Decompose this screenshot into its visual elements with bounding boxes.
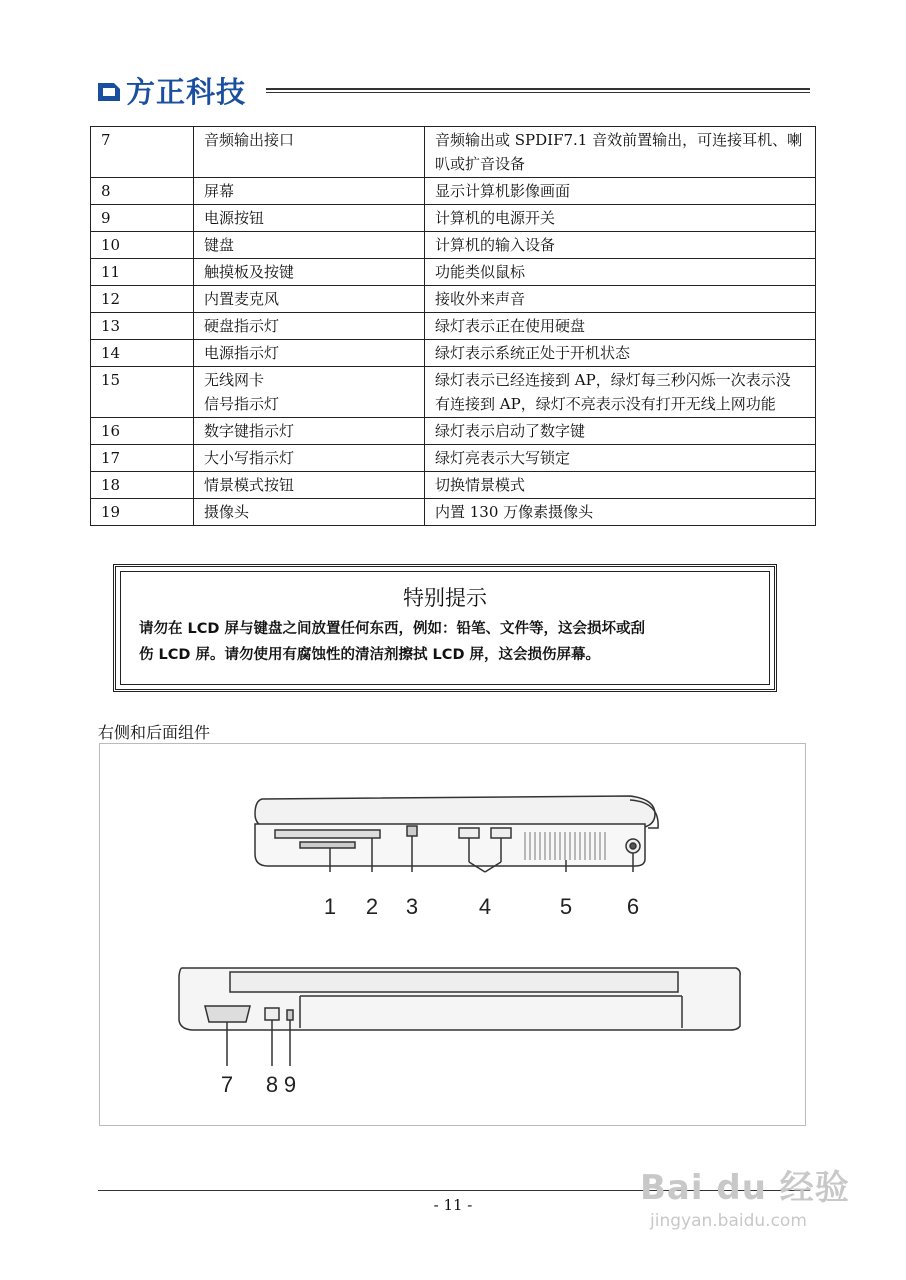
row-name: 硬盘指示灯	[194, 313, 425, 340]
row-number: 15	[91, 367, 194, 418]
logo-mark-icon	[94, 77, 122, 105]
row-name: 数字键指示灯	[194, 418, 425, 445]
row-number: 16	[91, 418, 194, 445]
row-desc: 绿灯亮表示大写锁定	[425, 445, 816, 472]
row-desc: 功能类似鼠标	[425, 259, 816, 286]
row-desc: 绿灯表示已经连接到 AP，绿灯每三秒闪烁一次表示没有连接到 AP，绿灯不亮表示没有打开无线上网功能	[425, 367, 816, 418]
row-number: 14	[91, 340, 194, 367]
rear-label: 8	[265, 1072, 279, 1097]
row-name: 屏幕	[194, 178, 425, 205]
table-row	[91, 313, 816, 340]
row-desc: 计算机的输入设备	[425, 232, 816, 259]
row-name: 大小写指示灯	[194, 445, 425, 472]
row-number: 18	[91, 472, 194, 499]
table-row	[91, 499, 816, 526]
special-notice-box	[113, 564, 777, 692]
row-name: 电源指示灯	[194, 340, 425, 367]
page-number: - 11 -	[433, 1196, 473, 1214]
row-desc: 内置 130 万像素摄像头	[425, 499, 816, 526]
notice-body	[121, 616, 769, 668]
notice-inner-border	[120, 571, 770, 685]
table-row	[91, 127, 816, 178]
row-number: 7	[91, 127, 194, 178]
notice-line: 伤 LCD 屏。请勿使用有腐蚀性的清洁剂擦拭 LCD 屏，这会损伤屏幕。	[139, 647, 601, 663]
table-row	[91, 472, 816, 499]
table-row	[91, 367, 816, 418]
table-row	[91, 205, 816, 232]
table-row	[91, 418, 816, 445]
brand-logo	[94, 70, 246, 111]
header-divider	[266, 88, 810, 90]
row-name-line1: 无线网卡	[204, 371, 265, 389]
side-label: 3	[405, 894, 419, 919]
row-number: 9	[91, 205, 194, 232]
table-row	[91, 232, 816, 259]
row-name: 内置麦克风	[194, 286, 425, 313]
component-table	[90, 126, 816, 526]
row-desc: 切换情景模式	[425, 472, 816, 499]
row-desc: 绿灯表示正在使用硬盘	[425, 313, 816, 340]
row-desc: 计算机的电源开关	[425, 205, 816, 232]
row-name: 触摸板及按键	[194, 259, 425, 286]
row-desc: 显示计算机影像画面	[425, 178, 816, 205]
baidu-watermark	[640, 1160, 860, 1260]
rear-label: 9	[283, 1072, 297, 1097]
row-number: 8	[91, 178, 194, 205]
section-title: 右侧和后面组件	[98, 723, 211, 742]
rear-label: 7	[220, 1072, 234, 1097]
watermark-url: jingyan.baidu.com	[650, 1211, 807, 1231]
page-header	[94, 70, 810, 110]
watermark-brand: Bai du 经验	[640, 1168, 850, 1208]
row-desc: 接收外来声音	[425, 286, 816, 313]
table-row	[91, 340, 816, 367]
row-number: 17	[91, 445, 194, 472]
row-number: 11	[91, 259, 194, 286]
row-name: 音频输出接口	[194, 127, 425, 178]
row-desc: 音频输出或 SPDIF7.1 音效前置输出，可连接耳机、喇叭或扩音设备	[425, 127, 816, 178]
row-number: 13	[91, 313, 194, 340]
row-name	[194, 367, 425, 418]
header-divider-thin	[266, 92, 810, 93]
table-row	[91, 445, 816, 472]
side-label: 5	[559, 894, 573, 919]
laptop-right-side-view	[255, 796, 658, 872]
side-label: 2	[365, 894, 379, 919]
row-desc: 绿灯表示系统正处于开机状态	[425, 340, 816, 367]
row-number: 10	[91, 232, 194, 259]
row-name: 摄像头	[194, 499, 425, 526]
side-label: 1	[323, 894, 337, 919]
table-row	[91, 178, 816, 205]
side-label: 4	[478, 894, 492, 919]
brand-name: 方正科技	[126, 75, 247, 109]
laptop-diagram	[100, 744, 807, 1127]
side-label: 6	[626, 894, 640, 919]
row-name: 键盘	[194, 232, 425, 259]
row-name: 电源按钮	[194, 205, 425, 232]
table-row	[91, 286, 816, 313]
row-desc: 绿灯表示启动了数字键	[425, 418, 816, 445]
table-row	[91, 259, 816, 286]
row-name-line2: 信号指示灯	[204, 395, 280, 413]
row-number: 12	[91, 286, 194, 313]
row-number: 19	[91, 499, 194, 526]
laptop-diagram-figure	[99, 743, 806, 1126]
row-name: 情景模式按钮	[194, 472, 425, 499]
notice-title: 特别提示	[403, 586, 487, 610]
notice-line: 请勿在 LCD 屏与键盘之间放置任何东西，例如：铅笔、文件等，这会损坏或刮	[139, 621, 646, 637]
laptop-rear-view	[179, 968, 740, 1066]
